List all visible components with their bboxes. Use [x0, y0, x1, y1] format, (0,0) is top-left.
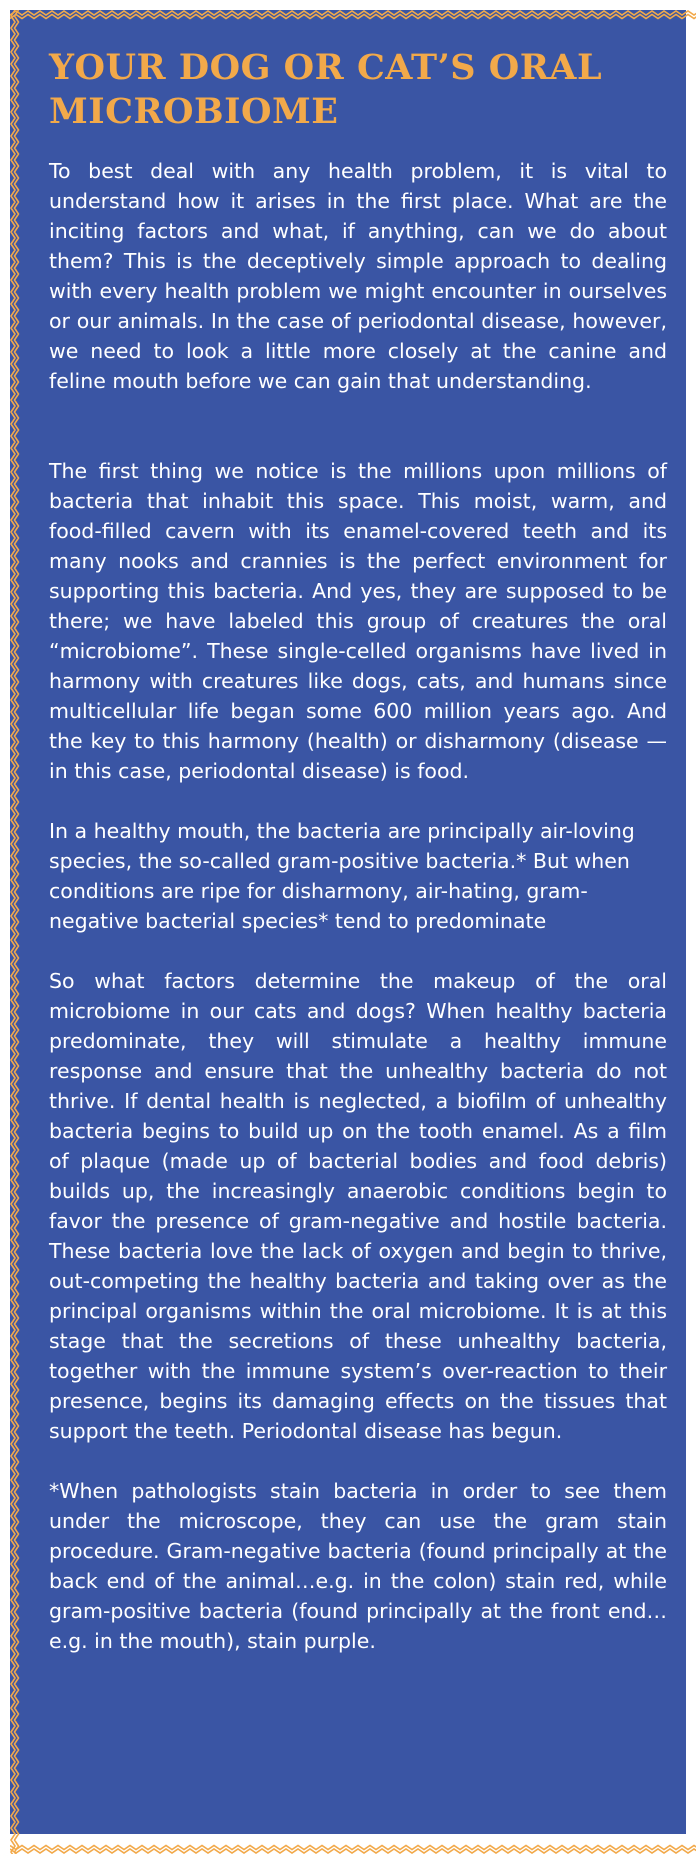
paragraph-bacteria: The first thing we notice is the millions upon millions of bacteria that inhabit this space. This moist, warm, and food-filled cavern with its enamel-covered teeth and its many nooks and crannies is the perfect environment for supporting this bacteria. And yes, they are supposed to be there; we have labeled this group of creatures the oral “microbiome”. These single-celled organisms have lived in harmony with creatures like dogs, cats, and humans since multicellular life began some 600 million years ago. And the key to this harmony (health) or disharmony (disease — in this case, periodontal disease) is food. [49, 459, 667, 783]
paragraph-intro: To best deal with any health problem, it is vital to understand how it arises in the first place. What are the inciting factors and what, if anything, can we do about them? This is the deceptively simple approach to dealing with every health problem we might encounter in ourselves or our animals. In the case of periodontal disease, however, we need to look a little more closely at the canine and feline mouth before we can gain that understanding. [49, 159, 667, 393]
paragraph-factors: So what factors determine the makeup of the oral microbiome in our cats and dogs? When healthy bacteria predominate, they will stimulate a healthy immune response and ensure that the unhealthy bacteria do not thrive. If dental health is neglected, a biofilm of unhealthy bacteria begins to build up on the tooth enamel. As a film of plaque (made up of bacterial bodies and food debris) builds up, the increasingly anaerobic conditions begin to favor the presence of gram-negative and hostile bacteria. These bacteria love the lack of oxygen and begin to thrive, out-competing the healthy bacteria and taking over as the principal organisms within the oral microbiome. It is at this stage that the secretions of these unhealthy bacteria, together with the immune system’s over-reaction to their presence, begins its damaging effects on the tissues that support the teeth. Periodontal disease has begun. [49, 969, 667, 1443]
article-body [49, 46, 667, 1656]
paragraph-healthy-mouth: In a healthy mouth, the bacteria are principally air-loving species, the so-called gram-positive bacteria.* But when conditions are ripe for disharmony, air-hating, gram-negative bacterial species* tend to predominate [49, 819, 635, 933]
article-title: YOUR DOG OR CAT’S ORAL MICROBIOME [49, 47, 603, 132]
paragraph-footnote: *When pathologists stain bacteria in order to see them under the microscope, they can use the gram stain procedure. Gram-negative bacteria (found principally at the back end of the animal…e.g. in the colon) stain red, while gram-positive bacteria (found principally at the front end… e.g. in the mouth), stain purple. [49, 1479, 667, 1653]
